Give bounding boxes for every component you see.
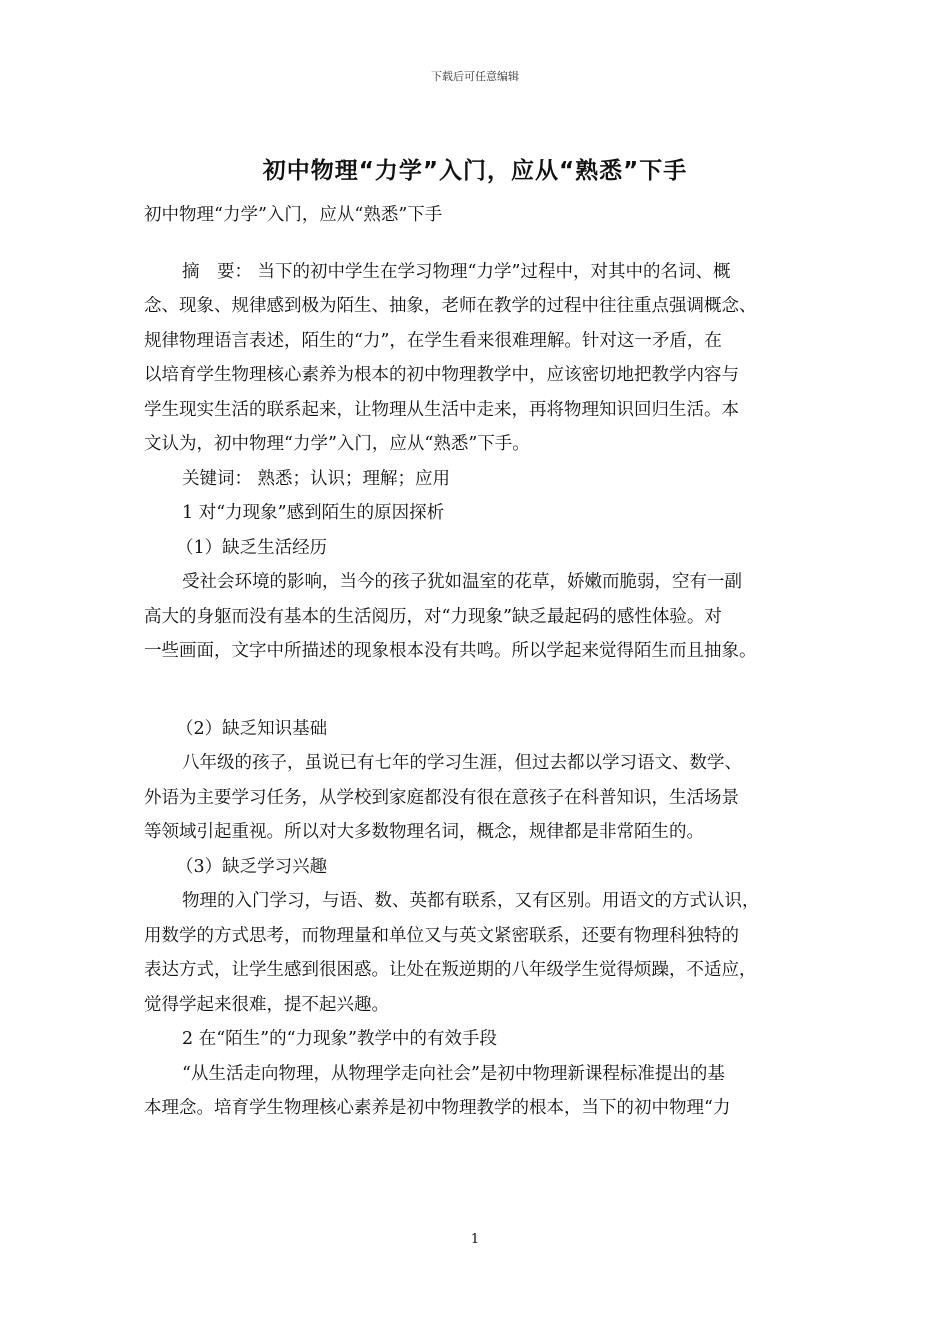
subsection-3-heading: （3）缺乏学习兴趣 <box>176 856 328 877</box>
header-note: 下载后可任意编辑 <box>431 70 519 83</box>
abstract-line: 以培育学生物理核心素养为根本的初中物理教学中，应该密切地把教学内容与 <box>144 365 739 385</box>
paragraph-line: 物理的入门学习，与语、数、英都有联系，又有区别。用语文的方式认识， <box>182 891 760 911</box>
subsection-2-heading: （2）缺乏知识基础 <box>176 718 328 739</box>
subtitle: 初中物理“力学”入门，应从“熟悉”下手 <box>144 205 443 225</box>
document-body <box>144 198 824 1126</box>
paragraph-line: 觉得学起来很难，提不起兴趣。 <box>144 994 389 1015</box>
page-number: 1 <box>470 1232 480 1247</box>
paragraph-line: 一些画面，文字中所描述的现象根本没有共鸣。所以学起来觉得陌生而且抽象。 <box>144 641 757 661</box>
keywords: 关键词： 熟悉；认识；理解；应用 <box>182 468 451 489</box>
paragraph-line: 表达方式，让学生感到很困惑。让处在叛逆期的八年级学生觉得烦躁，不适应， <box>144 960 757 980</box>
section-1-heading: 1 对“力现象”感到陌生的原因探析 <box>182 503 445 523</box>
paragraph-line: 八年级的孩子，虽说已有七年的学习生涯，但过去都以学习语文、数学、 <box>182 753 742 773</box>
paragraph-line: 受社会环境的影响，当今的孩子犹如温室的花草，娇嫩而脆弱，空有一副 <box>182 572 742 592</box>
abstract-line: 文认为，初中物理“力学”入门，应从“熟悉”下手。 <box>144 434 530 454</box>
paragraph-line: “从生活走向物理，从物理学走向社会”是初中物理新课程标准提出的基 <box>182 1063 725 1084</box>
abstract-line: 学生现实生活的联系起来，让物理从生活中走来，再将物理知识回归生活。本 <box>144 399 739 420</box>
paragraph-line: 等领域引起重视。所以对大多数物理名词，概念，规律都是非常陌生的。 <box>144 822 704 842</box>
paragraph-line: 本理念。培育学生物理核心素养是初中物理教学的根本，当下的初中物理“力 <box>144 1098 731 1118</box>
abstract-line: 摘 要： 当下的初中学生在学习物理“力学”过程中，对其中的名词、概 <box>182 261 731 282</box>
paragraph-line: 外语为主要学习任务，从学校到家庭都没有很在意孩子在科普知识，生活场景 <box>144 787 739 808</box>
paragraph-line: 用数学的方式思考，而物理量和单位又与英文紧密联系，还要有物理科独特的 <box>144 925 739 946</box>
abstract-line: 规律物理语言表述，陌生的“力”，在学生看来很难理解。针对这一矛盾，在 <box>144 330 722 351</box>
paragraph-line: 高大的身躯而没有基本的生活阅历，对“力现象”缺乏最起码的感性体验。对 <box>144 606 722 627</box>
subsection-1-heading: （1）缺乏生活经历 <box>176 537 328 558</box>
document-title: 初中物理“力学”入门，应从“熟悉”下手 <box>262 158 688 184</box>
section-2-heading: 2 在“陌生”的“力现象”教学中的有效手段 <box>182 1029 497 1049</box>
abstract-line: 念、现象、规律感到极为陌生、抽象，老师在教学的过程中往往重点强调概念、 <box>144 296 757 316</box>
